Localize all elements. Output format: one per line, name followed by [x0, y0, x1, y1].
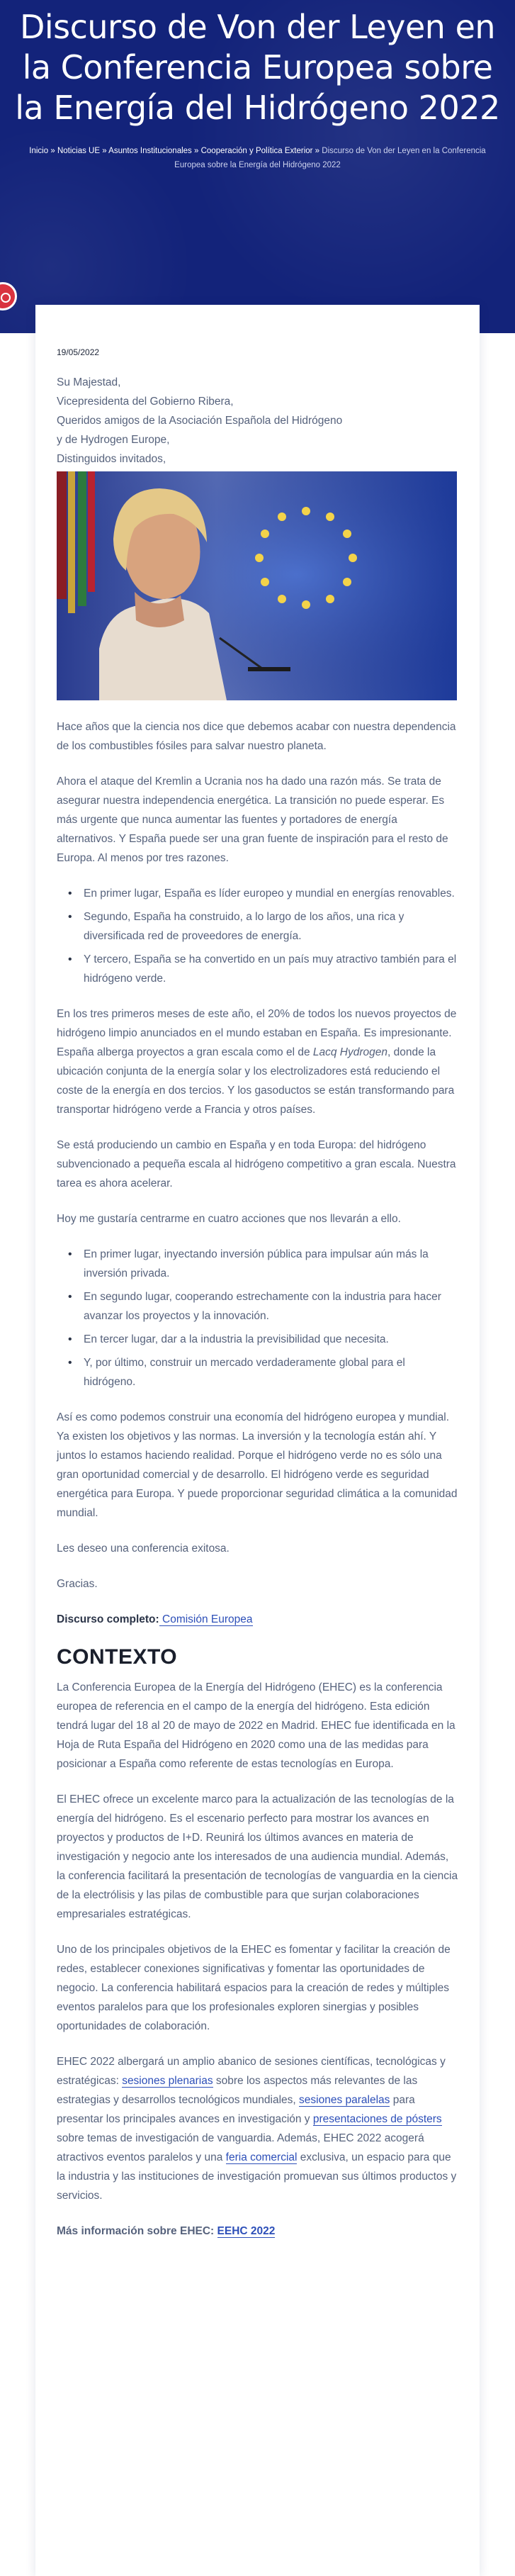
list-item: • En primer lugar, España es líder europeo y mundial en energías renovables. [78, 884, 458, 903]
text-run: sobre los aspectos más relevantes de las estrategias y desarrollos tecnológicos mundiales, [57, 2075, 418, 2106]
text-run: , donde la ubicación conjunta de la energía solar y los electrolizadores está reduciendo el coste de la energía en dos tercios. Y los gasoductos se están transformando para transportar hidrógeno verde a Francia y otros países. [57, 1046, 455, 1116]
breadcrumb-separator: » [312, 147, 322, 155]
source-label: Discurso completo: [57, 1613, 159, 1625]
paragraph: Así es como podemos construir una economía del hidrógeno europea y mundial. Ya existen los objetivos y las normas. La inversión y la tecnología están ahí. Y juntos lo estamos haciendo realidad. Porque el hidrógeno verde no es sólo una gran oportunidad comercial y de desarrollo. El hidrógeno verde es seguridad energética para Europa. Y puede proporcionar seguridad climática a la comunidad mundial. [57, 1411, 458, 1519]
greeting-line: Vicepresidenta del Gobierno Ribera, [57, 396, 234, 408]
list-item: • Y, por último, construir un mercado verdaderamente global para el hidrógeno. [78, 1353, 458, 1391]
link-feria-comercial[interactable]: feria comercial [225, 2151, 298, 2163]
list-item: • En segundo lugar, cooperando estrechamente con la industria para hacer avanzar los proyectos y la innovación. [78, 1287, 458, 1326]
paragraph: Gracias. [57, 1578, 98, 1590]
text-run: sobre temas de investigación de vanguardia. Además, EHEC 2022 acogerá atractivos eventos paralelos y una [57, 2132, 424, 2163]
link-sesiones-paralelas[interactable]: sesiones paralelas [299, 2094, 390, 2106]
link-sesiones-plenarias[interactable]: sesiones plenarias [122, 2075, 213, 2087]
more-info-line [57, 2222, 458, 2241]
text-run: En los tres primeros meses de este año, el 20% de todos los nuevos proyectos de hidrógeno limpio anunciados en el mundo estaban en España. Es impresionante. España alberga proyectos a gran escala como el de [57, 1008, 457, 1058]
article-photo [57, 471, 457, 700]
source-line [57, 1610, 458, 1629]
paragraph: Les deseo una conferencia exitosa. [57, 1542, 230, 1555]
more-info-label: Más información sobre EHEC: [57, 2225, 217, 2237]
breadcrumb-asuntos-institucionales[interactable]: Asuntos Institucionales [108, 147, 192, 155]
link-presentaciones-posters[interactable]: presentaciones de pósters [312, 2113, 442, 2125]
hero-banner [0, 0, 515, 333]
paragraph: Hace años que la ciencia nos dice que debemos acabar con nuestra dependencia de los combustibles fósiles para salvar nuestro planeta. [57, 721, 456, 752]
list-item: • En primer lugar, inyectando inversión pública para impulsar aún más la inversión privada. [78, 1245, 458, 1283]
breadcrumb [0, 128, 515, 172]
article-body [57, 717, 458, 2241]
paragraph: Hoy me gustaría centrarme en cuatro acciones que nos llevarán a ello. [57, 1213, 401, 1225]
article-date: 19/05/2022 [57, 347, 100, 357]
breadcrumb-current: Discurso de Von der Leyen en la Conferencia Europea sobre la Energía del Hidrógeno 2022 [174, 147, 486, 169]
list-item: • En tercer lugar, dar a la industria la previsibilidad que necesita. [78, 1330, 458, 1349]
paragraph [57, 2052, 458, 2205]
breadcrumb-separator: » [191, 147, 201, 155]
greeting [57, 373, 458, 469]
more-info-link[interactable]: EEHC 2022 [217, 2225, 276, 2237]
breadcrumb-noticias-ue[interactable]: Noticias UE [57, 147, 101, 155]
list-item: • Segundo, España ha construido, a lo largo de los años, una rica y diversificada red de proveedores de energía. [78, 907, 458, 946]
paragraph: Uno de los principales objetivos de la EHEC es fomentar y facilitar la creación de redes, establecer conexiones significativas y fomentar las oportunidades de negocio. La conferencia habilitará espacios para la creación de redes y múltiples eventos paralelos para que los profesionales exploren sinergias y posibles oportunidades de colaboración. [57, 1944, 451, 2032]
reasons-list [78, 884, 458, 988]
breadcrumb-separator: » [100, 147, 109, 155]
paragraph: El EHEC ofrece un excelente marco para la actualización de las tecnologías de la energía del hidrógeno. Es el escenario perfecto para mostrar los avances en proyectos y productos de I+D. Reunirá los últimos avances en materia de investigación y negocio ante los interesados de una audiencia mundial. Además, la conferencia facilitará la presentación de tecnologías de vanguardia en la ciencia de la electrólisis y las pilas de combustible para que surjan colaboraciones empresariales estratégicas. [57, 1793, 458, 1920]
greeting-line: Queridos amigos de la Asociación Española del Hidrógeno [57, 415, 343, 427]
project-name: Lacq Hydrogen [312, 1046, 388, 1058]
paragraph: La Conferencia Europea de la Energía del Hidrógeno (EHEC) es la conferencia europea de referencia en el campo de la energía del hidrógeno. Esta edición tendrá lugar del 18 al 20 de mayo de 2022 en Madrid. EHEC fue identificada en la Hoja de Ruta España del Hidrógeno en 2020 como una de las medidas para posicionar a España como referente de estas tecnologías en Europa. [57, 1681, 455, 1770]
context-heading: CONTEXTO [57, 1645, 178, 1669]
paragraph: Ahora el ataque del Kremlin a Ucrania nos ha dado una razón más. Se trata de asegurar nuestra independencia energética. La transición no puede esperar. Es más urgente que nunca aumentar las fuentes y portadores de energía alternativos. Y España puede ser una gran fuente de inspiración para el resto de Europa. Al menos por tres razones. [57, 775, 448, 864]
greeting-line: y de Hydrogen Europe, [57, 434, 170, 446]
actions-list [78, 1245, 458, 1391]
greeting-line: Su Majestad, [57, 376, 121, 388]
text-run: para presentar los principales avances en investigación y [57, 2094, 415, 2125]
greeting-line: Distinguidos invitados, [57, 453, 166, 465]
breadcrumb-cooperacion[interactable]: Cooperación y Política Exterior [200, 147, 313, 155]
breadcrumb-separator: » [48, 147, 57, 155]
text-run: EHEC 2022 albergará un amplio abanico de sesiones científicas, tecnológicas y estratégicas: [57, 2056, 446, 2087]
breadcrumb-inicio[interactable]: Inicio [29, 147, 49, 155]
page-title: Discurso de Von der Leyen en la Conferencia Europea sobre la Energía del Hidrógeno 2022 [15, 8, 500, 127]
paragraph [57, 1004, 458, 1119]
paragraph: Se está produciendo un cambio en España y en toda Europa: del hidrógeno subvencionado a pequeña escala al hidrógeno competitivo a gran escala. Nuestra tarea es ahora acelerar. [57, 1139, 456, 1189]
list-item: • Y tercero, España se ha convertido en un país muy atractivo también para el hidrógeno verde. [78, 950, 458, 988]
text-run: exclusiva, un espacio para que la industria y las instituciones de investigación promuevan sus últimos productos y servicios. [57, 2151, 457, 2202]
article-card [35, 305, 480, 2576]
source-link[interactable]: Comisión Europea [159, 1613, 253, 1625]
